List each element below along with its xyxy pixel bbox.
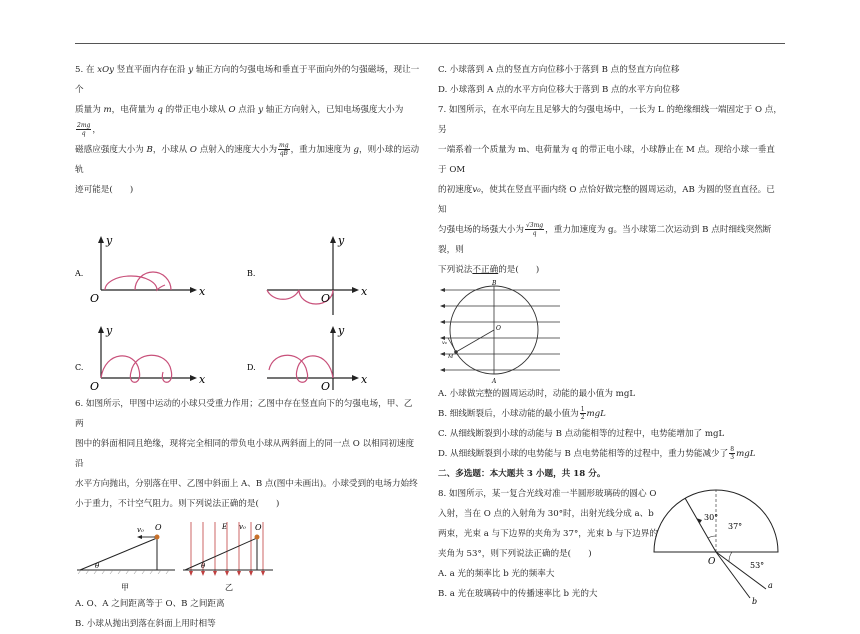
incline <box>185 538 257 570</box>
q7-figure <box>438 280 783 384</box>
svg-text:M: M <box>448 354 454 360</box>
q6-figure <box>75 514 420 594</box>
q6-figure-yi <box>183 522 273 592</box>
q6-option-c: C. 小球落到 A 点的竖直方向位移小于落到 B 点的竖直方向位移 <box>438 65 680 75</box>
svg-text:O: O <box>496 325 501 332</box>
svg-text:37°: 37° <box>728 522 743 531</box>
q5-option-a-graph <box>90 234 206 305</box>
trajectory-arc-2 <box>135 272 171 290</box>
section-multiple-choice-header: 二、多选题：本大题共 3 小题，共 18 分。 <box>438 469 606 479</box>
svg-text:y: y <box>106 324 113 337</box>
incident-ray <box>685 498 719 552</box>
svg-text:甲: 甲 <box>121 583 129 592</box>
ball <box>155 535 160 540</box>
q8-option-b: B. a 光在玻璃砖中的传播速率比 b 光的大 <box>438 589 598 599</box>
q5-option-c-label: C. <box>75 363 84 372</box>
q6-figure-jia <box>77 523 175 592</box>
ray-a <box>716 552 766 589</box>
svg-text:b: b <box>752 597 758 606</box>
svg-text:a: a <box>768 581 773 590</box>
svg-text:v₀: v₀ <box>239 523 246 531</box>
svg-text:O: O <box>321 292 331 305</box>
q5-line-3: 磁感应强度大小为 B，小球从 O 点射入的速度大小为 $\frac{mg}{qB}$ ，重力加速度为 g，则小球的运动轨 <box>75 142 420 175</box>
q7-option-b: B. 细线断裂后，小球动能的最小值为 $\frac{1}{2}$ mgL <box>438 406 606 421</box>
q7-option-c: C. 从细线断裂到小球的动能与 B 点动能相等的过程中，电势能增加了 mgL <box>438 429 725 439</box>
q5-option-b-graph <box>267 234 368 315</box>
svg-text:O: O <box>708 557 716 567</box>
q5-option-d-graph <box>267 324 368 390</box>
question-6 <box>75 394 420 634</box>
q5-line-2: 质量为 m，电荷量为 q 的带正电小球从 O 点沿 y 轴正方向射入，已知电场强度大小为 $\frac{2mg}{q}$ ， <box>75 105 404 137</box>
svg-text:O: O <box>155 523 162 532</box>
ray-b <box>716 552 750 598</box>
svg-text:θ: θ <box>201 562 206 570</box>
fraction-mg-qB: $\frac{mg}{qB}$ <box>279 142 289 157</box>
svg-text:B: B <box>492 280 497 287</box>
question-8 <box>438 484 783 604</box>
svg-text:y: y <box>106 234 113 247</box>
svg-text:y: y <box>338 234 345 247</box>
q5-option-d-label: D. <box>247 363 256 372</box>
right-column <box>438 60 783 604</box>
svg-text:O: O <box>255 523 262 532</box>
q7-line-4: 匀强电场的场强大小为 $\frac{√3mg}{q}$ ，重力加速度为 g。当小球第二次运动到 B 点时细线突然断裂，则 <box>438 222 772 255</box>
q8-figure <box>650 476 780 606</box>
question-7 <box>438 100 783 464</box>
y-arrow <box>98 236 104 243</box>
q6-line-2: 图中的斜面相同且绝缘，现将完全相同的带负电小球从两斜面上的同一点 O 以相同初速度沿 <box>75 439 415 469</box>
q6-option-d: D. 小球落到 A 点的水平方向位移大于落到 B 点的水平方向位移 <box>438 85 680 95</box>
svg-text:x: x <box>199 373 206 386</box>
svg-text:乙: 乙 <box>225 583 233 592</box>
svg-text:30°: 30° <box>704 513 719 522</box>
question-5 <box>75 60 420 390</box>
q7-option-d: D. 从细线断裂到小球的电势能与 B 点电势能相等的过程中，重力势能减少了 $\frac{8}{3}$ mgL <box>438 446 756 461</box>
svg-text:E: E <box>222 523 228 531</box>
q8-line-1: 8. 如图所示，某一复合光线对准一半圆形玻璃砖的圆心 O <box>438 489 657 499</box>
incline <box>80 538 157 570</box>
ball <box>255 535 260 540</box>
q8-option-a: A. a 光的频率比 b 光的频率大 <box>438 569 555 579</box>
q8-line-2: 入射，当在 O 点的入射角为 30°时，出射光线分成 a、b <box>438 509 654 519</box>
q6-option-b: B. 小球从抛出到落在斜面上用时相等 <box>75 619 216 629</box>
q5-line-4: 迹可能是( ) <box>75 185 134 195</box>
fraction-sqrt3mg-q: $\frac{√3mg}{q}$ <box>525 222 544 237</box>
svg-text:53°: 53° <box>750 561 765 570</box>
q7-line-5: 下列说法不正确的是( ) <box>438 265 540 275</box>
svg-text:A: A <box>492 378 497 384</box>
fraction-2mg-q: $\frac{2mg}{q}$ <box>77 122 91 137</box>
q7-line-3: 的初速度v₀，使其在竖直平面内绕 O 点恰好做完整的圆周运动，AB 为圆的竖直直径。已知 <box>438 185 775 215</box>
q7-line-2: 一端系着一个质量为 m、电荷量为 q 的带正电小球，小球静止在 M 点。现给小球一垂直于 OM <box>438 145 775 175</box>
string-OM <box>456 330 494 352</box>
svg-text:θ: θ <box>95 562 100 570</box>
q6-line-1: 6. 如图所示，甲图中运动的小球只受重力作用；乙图中存在竖直向下的匀强电场，甲、乙两 <box>75 399 413 429</box>
left-column <box>75 60 420 634</box>
q8-line-3: 两束，光束 a 与下边界的夹角为 37°，光束 b 与下边界的 <box>438 529 658 539</box>
svg-text:x: x <box>199 285 206 298</box>
svg-text:O: O <box>321 380 331 390</box>
q5-options-figure <box>75 200 420 390</box>
svg-text:x: x <box>361 373 368 386</box>
q6-line-3: 水平方向抛出，分别落在甲、乙图中斜面上 A、B 点(图中未画出)。小球受到的电场力始终 <box>75 479 418 489</box>
svg-text:O: O <box>90 380 100 390</box>
q5-option-c-graph <box>90 324 206 390</box>
q5-line-1: 5. 在 xOy 竖直平面内存在沿 y 轴正方向的匀强电场和垂直于平面向外的匀强磁场，现让一个 <box>75 65 420 95</box>
svg-text:y: y <box>338 324 345 337</box>
svg-text:x: x <box>361 285 368 298</box>
svg-text:O: O <box>90 292 100 305</box>
q6-line-4: 小于重力，不计空气阻力。则下列说法正确的是( ) <box>75 499 280 509</box>
q8-line-4: 夹角为 53°，则下列说法正确的是( ) <box>438 549 592 559</box>
q7-option-a: A. 小球做完整的圆周运动时，动能的最小值为 mgL <box>438 389 636 399</box>
q5-option-b-label: B. <box>247 269 256 278</box>
q6-option-a: A. O、A 之间距离等于 O、B 之间距离 <box>75 599 225 609</box>
svg-text:v₀: v₀ <box>137 526 144 534</box>
x-arrow <box>190 287 197 293</box>
q7-line-1: 7. 如图所示，在水平向左且足够大的匀强电场中，一长为 L 的绝缘细线一端固定于 O 点，另 <box>438 105 782 135</box>
q5-option-a-label: A. <box>75 269 84 278</box>
svg-text:v₀: v₀ <box>442 340 447 346</box>
header-rule <box>75 43 785 44</box>
